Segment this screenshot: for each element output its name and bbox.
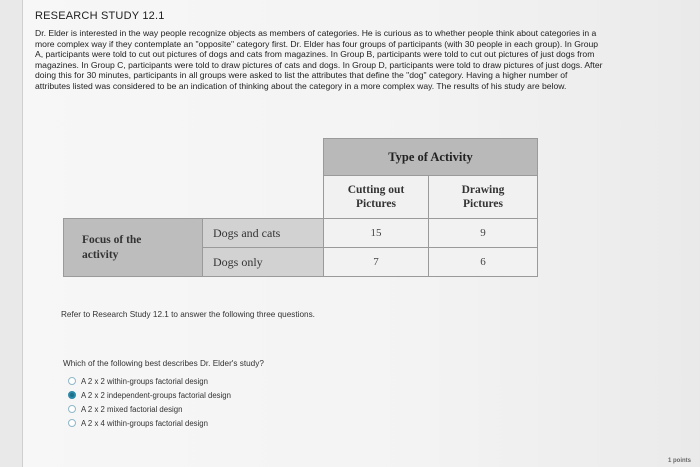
answer-options xyxy=(68,374,231,430)
row-label-dogs-and-cats: Dogs and cats xyxy=(203,219,324,248)
option-label: A 2 x 2 mixed factorial design xyxy=(81,404,183,414)
radio-button-selected[interactable] xyxy=(68,391,76,399)
table-cell: 9 xyxy=(429,219,538,248)
radio-button[interactable] xyxy=(68,377,76,385)
option-label: A 2 x 2 independent-groups factorial design xyxy=(81,390,231,400)
table-cell: 7 xyxy=(324,248,429,277)
option-independent-groups[interactable] xyxy=(68,388,231,402)
radio-button[interactable] xyxy=(68,419,76,427)
points-indicator: 1 points xyxy=(667,458,691,464)
option-label: A 2 x 4 within-groups factorial design xyxy=(81,418,208,428)
table-cell: 15 xyxy=(324,219,429,248)
question-page xyxy=(22,0,699,467)
option-mixed[interactable] xyxy=(68,402,231,416)
option-within-groups[interactable] xyxy=(68,374,231,388)
table-cell: 6 xyxy=(429,248,538,277)
refer-instruction: Refer to Research Study 12.1 to answer the following three questions. xyxy=(61,310,315,319)
results-table xyxy=(63,138,538,277)
column-label: Drawing Pictures xyxy=(461,184,505,210)
column-header-cutting xyxy=(324,176,429,219)
column-label: Cutting out Pictures xyxy=(347,184,405,210)
column-header-drawing xyxy=(429,176,538,219)
question-text: Which of the following best describes Dr. Elder's study? xyxy=(63,359,264,368)
table-header-type-of-activity: Type of Activity xyxy=(324,139,538,176)
radio-button[interactable] xyxy=(68,405,76,413)
row-label-dogs-only: Dogs only xyxy=(203,248,324,277)
row-header-label: Focus of the activity xyxy=(82,233,142,261)
option-label: A 2 x 2 within-groups factorial design xyxy=(81,376,208,386)
study-passage: Dr. Elder is interested in the way people recognize objects as members of categories. He is curious as to whether people think about categories in a more complex way if they contemplate an "opposite" category first. Dr. Elder has four groups of participants (with 30 people in each group). In Group A, participants were told to cut out pictures of dogs and cats from magazines. In Group B, participants were told to cut out pictures of just dogs from magazines. In Group C, participants were told to draw pictures of cats and dogs. In Group D, participants were told to draw pictures of just dogs. After doing this for 30 minutes, participants in all groups were asked to list the attributes that define the "dog" category. Having a higher number of attributes listed was considered to be an indication of thinking about the category in a more complex way. The results of his study are below. xyxy=(35,28,603,91)
study-title: RESEARCH STUDY 12.1 xyxy=(35,10,165,22)
row-header-focus xyxy=(64,219,203,277)
option-2x4-within-groups[interactable] xyxy=(68,416,231,430)
